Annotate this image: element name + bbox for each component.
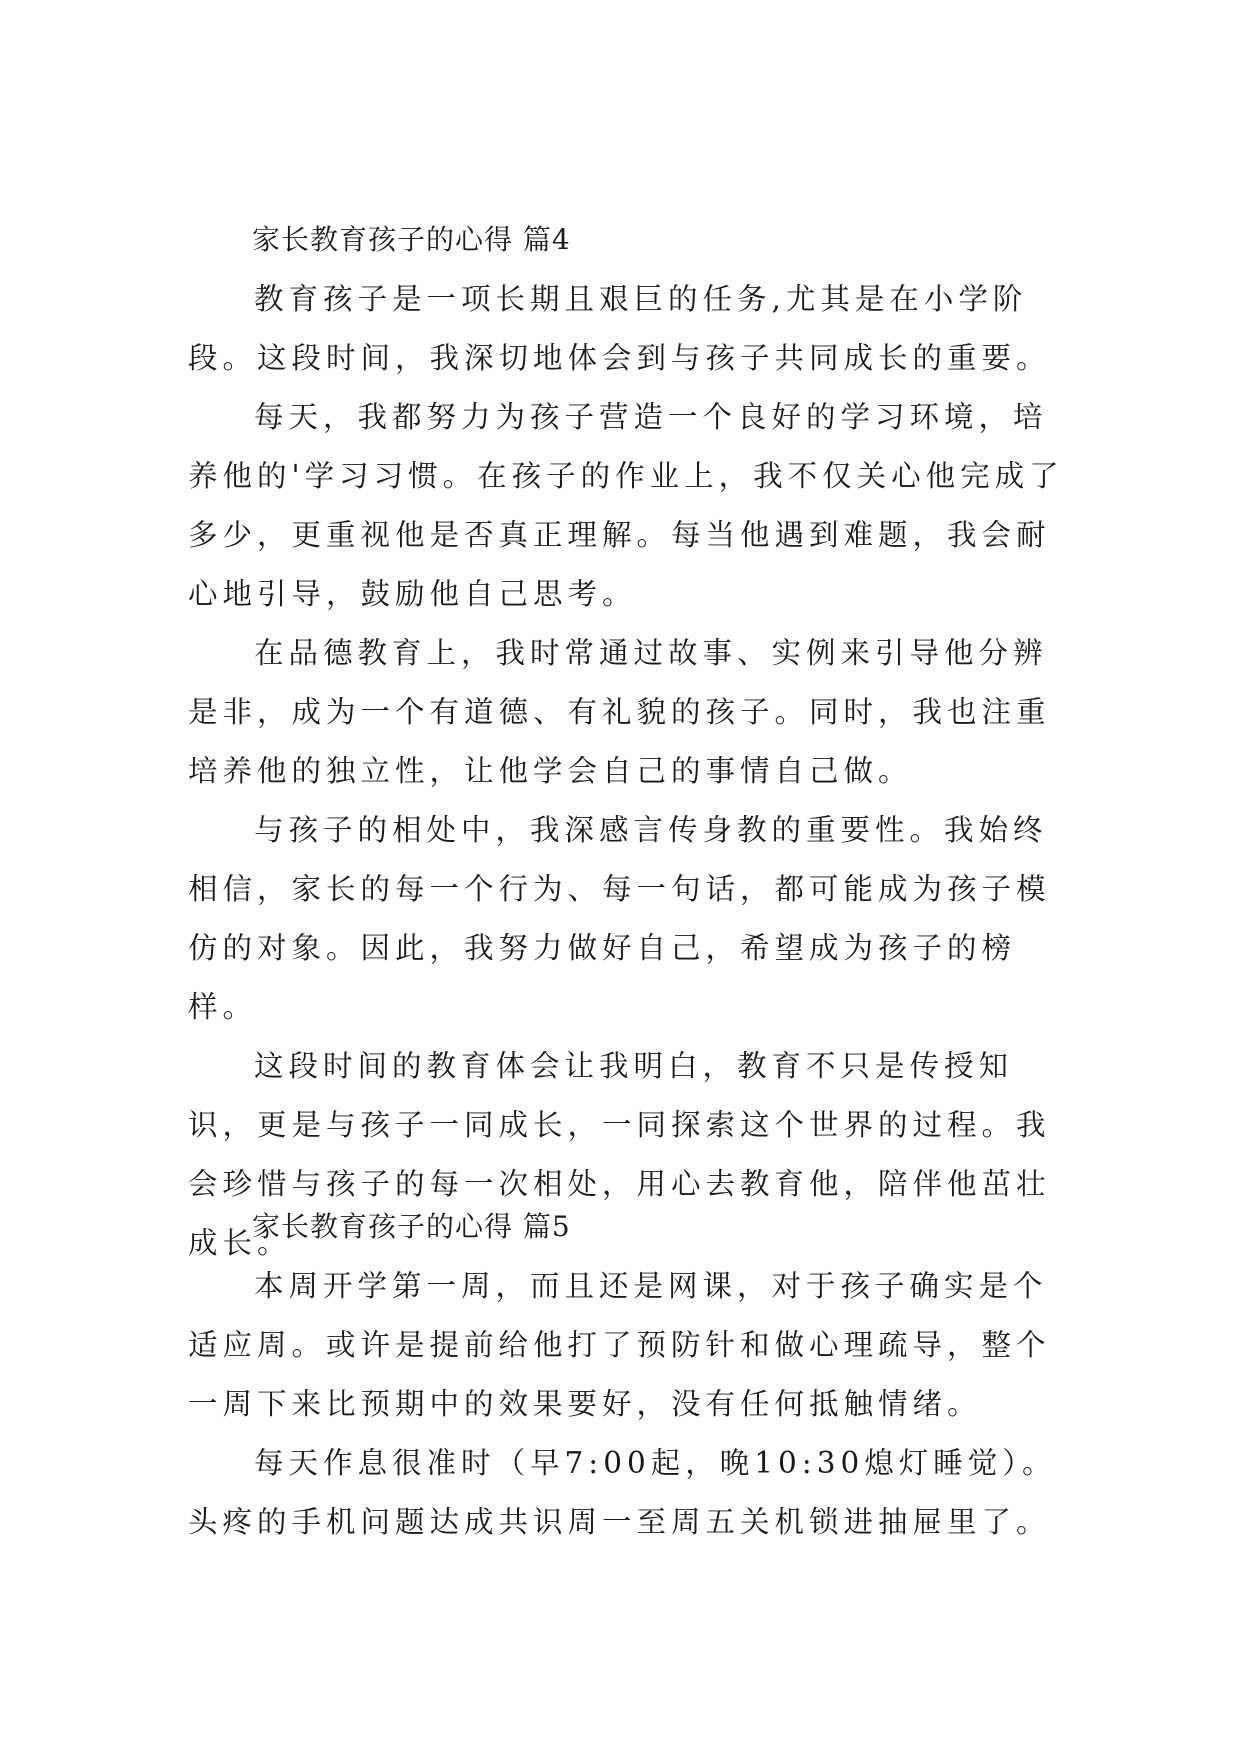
section-5 — [188, 1197, 1068, 1552]
section-4 — [188, 210, 1068, 1273]
section-heading: 家长教育孩子的心得 篇4 — [252, 223, 571, 256]
paragraph: 每天作息很准时（早7:00起，晚10:30熄灯睡觉）。头疼的手机问题达成共识周一至周五关机锁进抽屉里了。 — [188, 1446, 1057, 1539]
paragraph: 这段时间的教育体会让我明白，教育不只是传授知识，更是与孩子一同成长，一同探索这个世界的过程。我会珍惜与孩子的每一次相处，用心去教育他，陪伴他茁壮成长。 — [188, 1049, 1051, 1260]
section-heading: 家长教育孩子的心得 篇5 — [252, 1210, 571, 1243]
paragraph: 教育孩子是一项长期且艰巨的任务,尤其是在小学阶段。这段时间，我深切地体会到与孩子共同成长的重要。 — [188, 282, 1051, 375]
paragraph: 与孩子的相处中，我深感言传身教的重要性。我始终相信，家长的每一个行为、每一句话，都可能成为孩子模仿的对象。因此，我努力做好自己，希望成为孩子的榜样。 — [188, 813, 1051, 1024]
paragraph: 每天，我都努力为孩子营造一个良好的学习环境，培养他的'学习习惯。在孩子的作业上，我不仅关心他完成了多少，更重视他是否真正理解。每当他遇到难题，我会耐心地引导，鼓励他自己思考。 — [188, 400, 1064, 611]
paragraph: 本周开学第一周，而且还是网课，对于孩子确实是个适应周。或许是提前给他打了预防针和做心理疏导，整个一周下来比预期中的效果要好，没有任何抵触情绪。 — [188, 1269, 1051, 1421]
paragraph: 在品德教育上，我时常通过故事、实例来引导他分辨是非，成为一个有道德、有礼貌的孩子。同时，我也注重培养他的独立性，让他学会自己的事情自己做。 — [188, 636, 1051, 788]
